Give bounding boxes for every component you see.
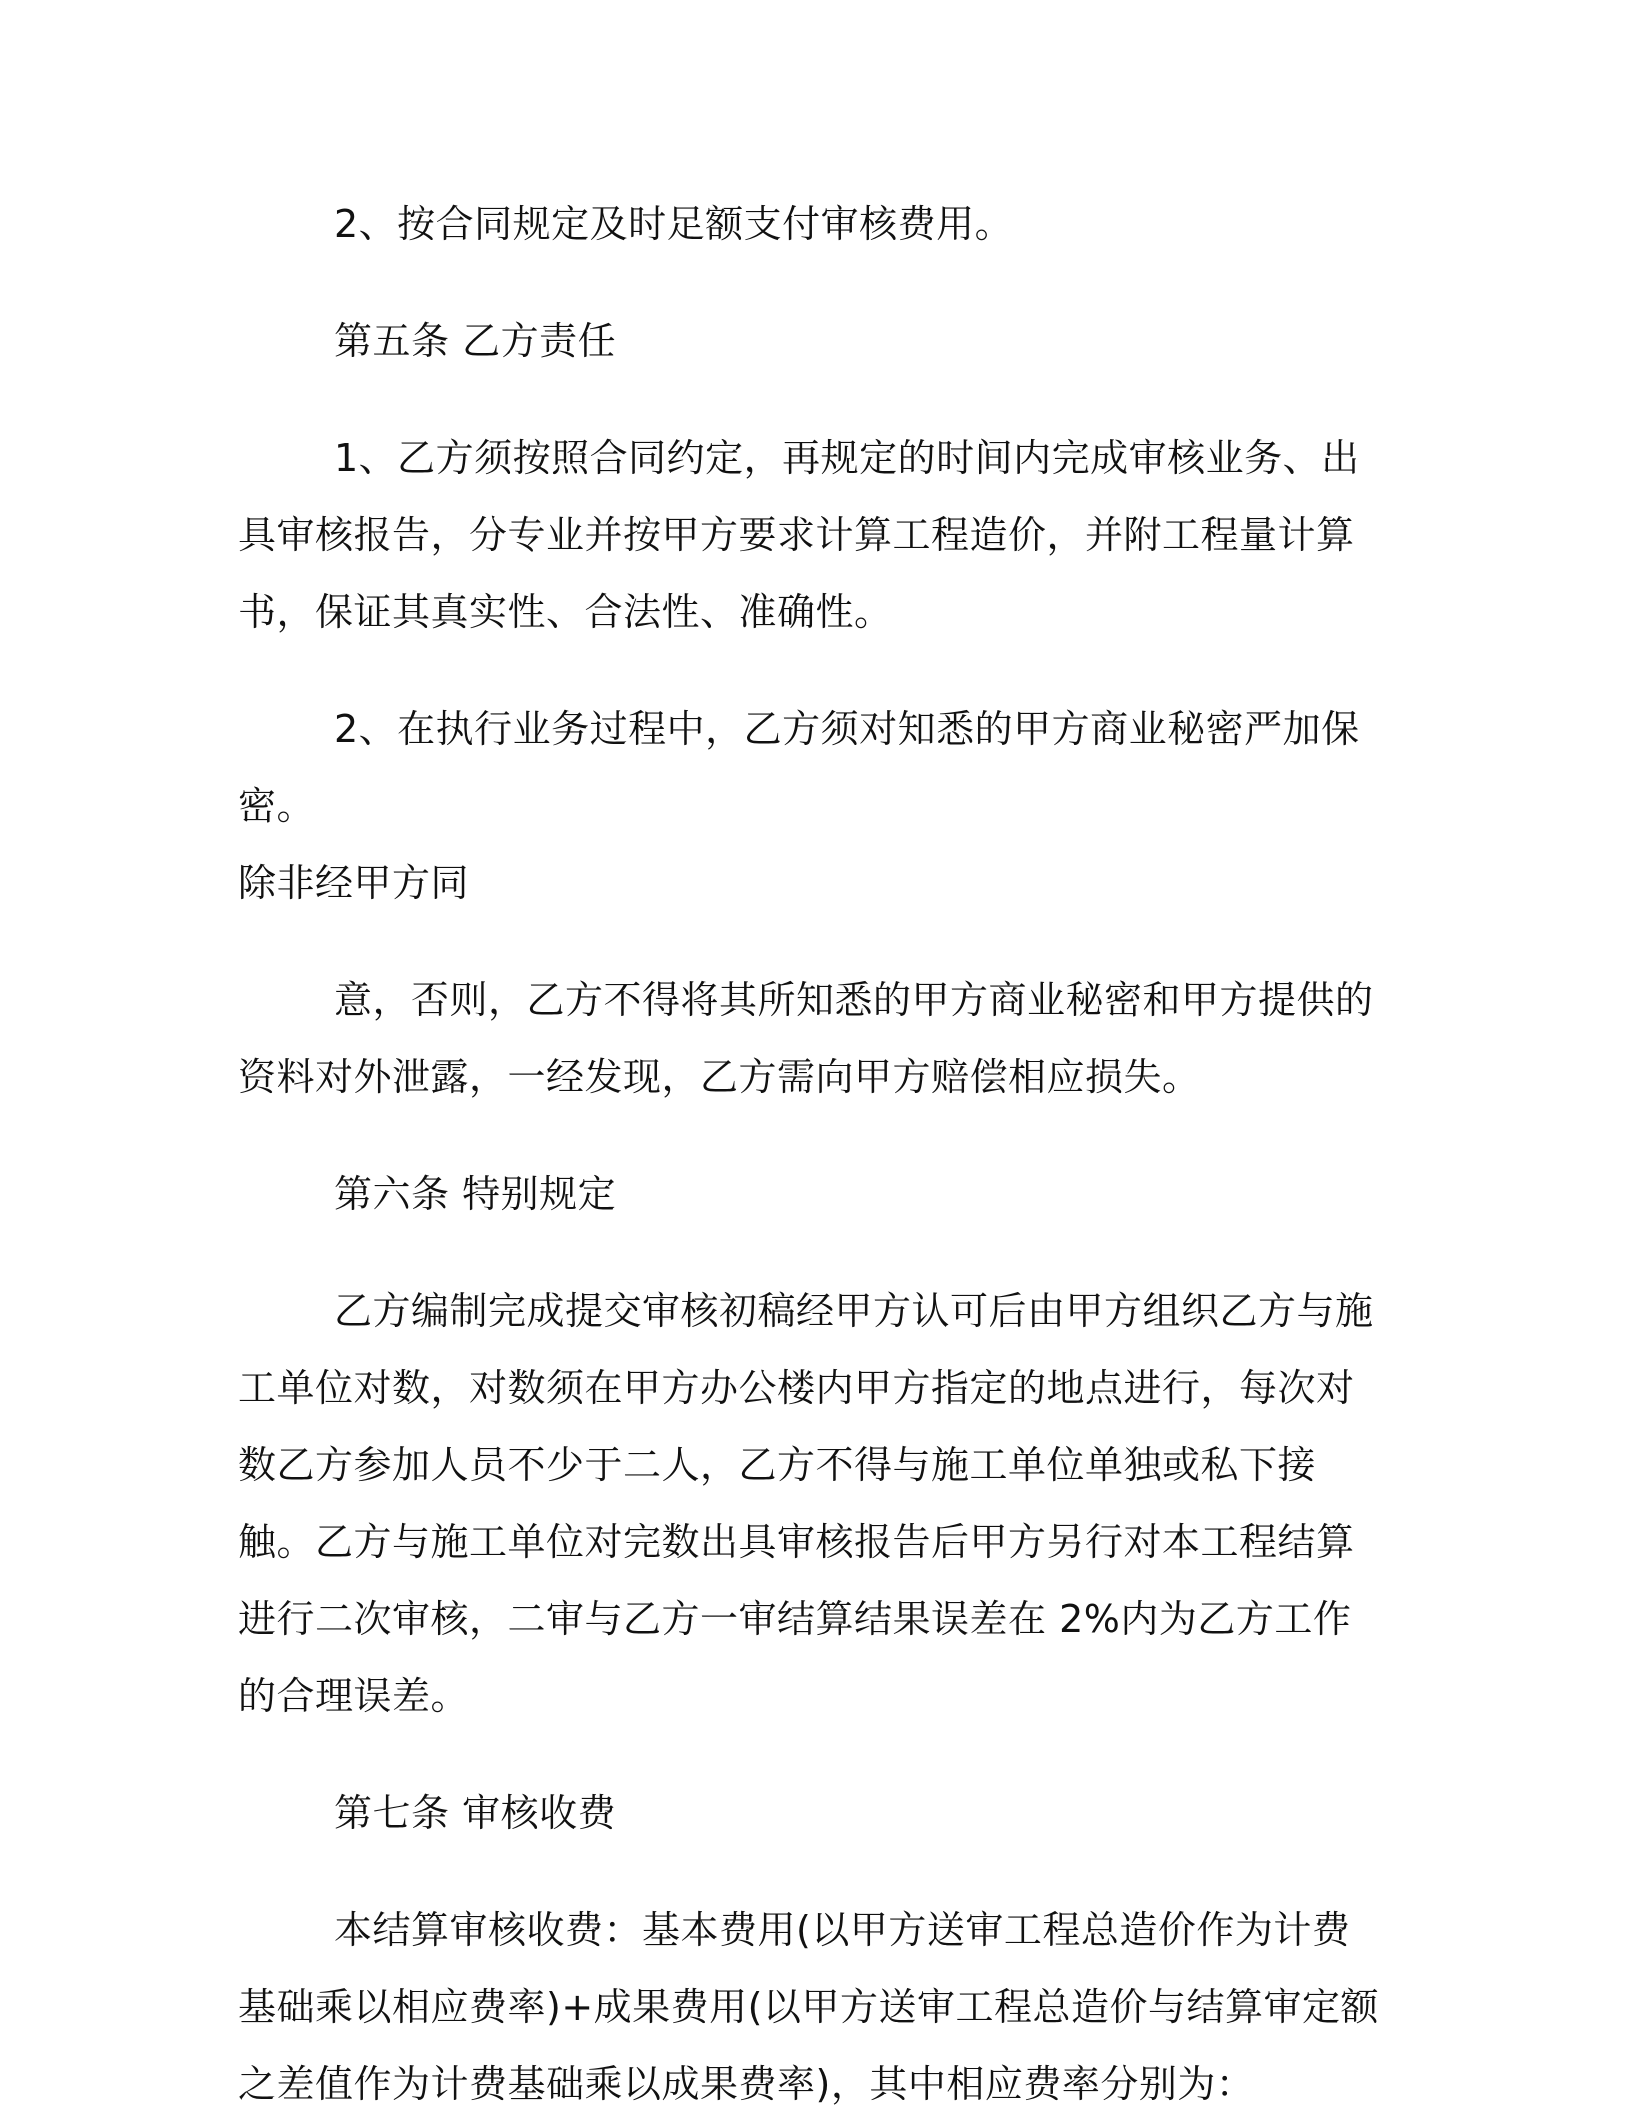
document-body (238, 186, 1380, 2123)
paragraph-party-b-duty-2: 2、在执行业务过程中，乙方须对知悉的甲方商业秘密严加保密。 (238, 707, 1360, 828)
paragraph-party-b-duty-2-continued: 除非经甲方同 (238, 861, 470, 905)
paragraph-party-b-duty-1: 1、乙方须按照合同约定，再规定的时间内完成审核业务、出具审核报告，分专业并按甲方要求计算工程造价，并附工程量计算书，保证其真实性、合法性、准确性。 (238, 436, 1360, 634)
article-6-heading: 第六条 特别规定 (334, 1172, 617, 1216)
paragraph-fee-description: 本结算审核收费：基本费用(以甲方送审工程总造价作为计费基础乘以相应费率)+成果费用(以甲方送审工程总造价与结算审定额之差值作为计费基础乘以成果费率)，其中相应费率分别为： (238, 1908, 1379, 2106)
paragraph-confidentiality: 意，否则，乙方不得将其所知悉的甲方商业秘密和甲方提供的资料对外泄露，一经发现，乙方需向甲方赔偿相应损失。 (238, 978, 1374, 1099)
article-5-heading: 第五条 乙方责任 (334, 319, 617, 363)
article-7-heading: 第七条 审核收费 (334, 1791, 617, 1835)
paragraph-payment-duty: 2、按合同规定及时足额支付审核费用。 (334, 202, 1014, 246)
paragraph-special-provisions: 乙方编制完成提交审核初稿经甲方认可后由甲方组织乙方与施工单位对数，对数须在甲方办公楼内甲方指定的地点进行，每次对数乙方参加人员不少于二人，乙方不得与施工单位单独或私下接触。乙方与施工单位对完数出具审核报告后甲方另行对本工程结算进行二次审核，二审与乙方一审结算结果误差在 2%内为乙方工作的合理误差。 (238, 1289, 1374, 1718)
